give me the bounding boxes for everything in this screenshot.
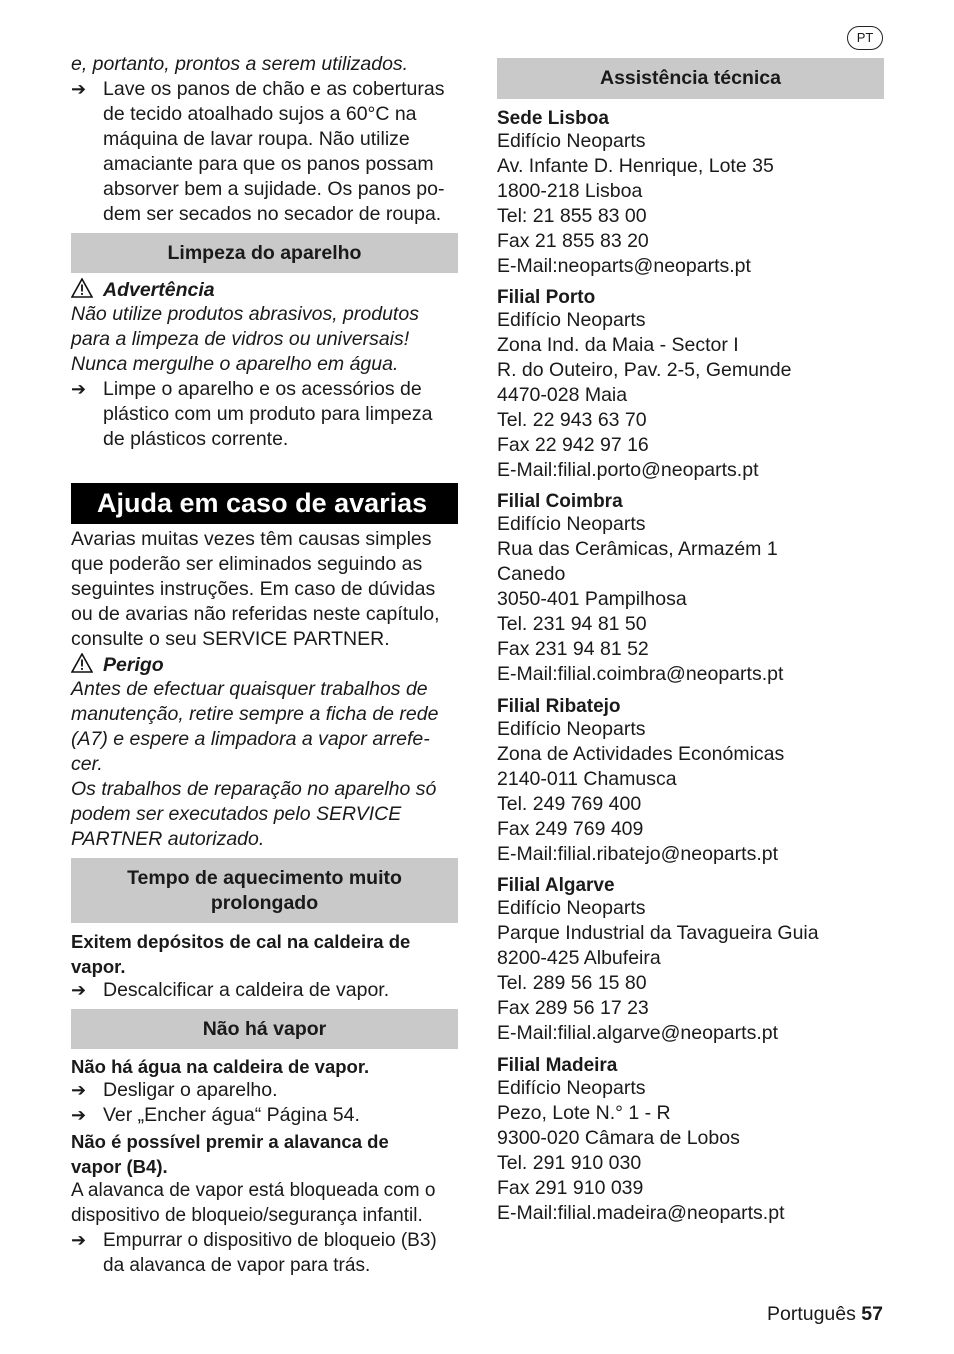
danger-title: Perigo <box>103 654 164 676</box>
heating-bullet <box>71 978 389 1003</box>
text-line: dem ser secados no secador de roupa. <box>103 203 442 225</box>
warning-label <box>71 278 215 303</box>
arrow-right-icon: ➔ <box>71 980 87 1000</box>
arrow-right-icon: ➔ <box>71 79 87 99</box>
heading-text: prolongado <box>210 891 319 914</box>
branch-porto <box>497 288 791 483</box>
text-line: 1800-218 Lisboa <box>497 180 643 202</box>
text-line: cer. <box>71 753 103 775</box>
text-line: 8200-425 Albufeira <box>497 947 661 969</box>
heading-text: Limpeza do aparelho <box>167 241 362 264</box>
page-footer <box>767 1302 883 1327</box>
text-line: 2140-011 Chamusca <box>497 768 677 790</box>
text-line: 3050-401 Pampilhosa <box>497 588 687 610</box>
text-line: 4470-028 Maia <box>497 384 628 406</box>
text-line: seguintes instruções. Em caso de dúvidas <box>71 578 436 600</box>
branch-madeira <box>497 1056 785 1226</box>
text-line: E-Mail:filial.madeira@neoparts.pt <box>497 1202 785 1224</box>
section-heading-cleaning <box>71 233 458 273</box>
warning-triangle-icon <box>71 278 103 303</box>
text-line: para a limpeza de vidros ou universais! <box>71 328 410 350</box>
text-line: dispositivo de bloqueio/segurança infantil. <box>71 1205 423 1226</box>
branch-ribatejo <box>497 697 784 867</box>
section-heading-service <box>497 58 884 99</box>
warning-text <box>71 302 419 377</box>
text-line: Tel: 21 855 83 00 <box>497 205 647 227</box>
branch-name: Filial Algarve <box>497 875 615 896</box>
text-line: Antes de efectuar quaisquer trabalhos de <box>71 678 428 700</box>
text-line: Zona Ind. da Maia - Sector I <box>497 334 739 356</box>
danger-label <box>71 653 164 678</box>
wash-bullet <box>71 77 444 227</box>
branch-name: Filial Madeira <box>497 1055 618 1076</box>
text-line: E-Mail:filial.ribatejo@neoparts.pt <box>497 843 778 865</box>
text-line: Canedo <box>497 563 566 585</box>
text-line: Pezo, Lote N.° 1 - R <box>497 1102 671 1124</box>
text-line: A alavanca de vapor está bloqueada com o <box>71 1180 436 1201</box>
text-line: Edifício Neoparts <box>497 130 646 152</box>
text-line: Descalcificar a caldeira de vapor. <box>103 979 390 1001</box>
text-line: máquina de lavar roupa. Não utilize <box>103 128 410 150</box>
text-line: Avarias muitas vezes têm causas simples <box>71 528 432 550</box>
text-line: consulte o seu SERVICE PARTNER. <box>71 628 390 650</box>
section-heading-no-steam <box>71 1009 458 1049</box>
text-line: Não utilize produtos abrasivos, produtos <box>71 303 419 325</box>
page-number: 57 <box>861 1303 883 1325</box>
text-line: E-Mail:filial.coimbra@neoparts.pt <box>497 663 784 685</box>
text-line: R. do Outeiro, Pav. 2-5, Gemunde <box>497 359 792 381</box>
text-line: Fax 249 769 409 <box>497 818 644 840</box>
text-line: plástico com um produto para limpeza <box>103 403 433 425</box>
text-line: Fax 291 910 039 <box>497 1177 644 1199</box>
text-line: Fax 289 56 17 23 <box>497 997 649 1019</box>
branch-coimbra <box>497 492 783 687</box>
section-heading-heating <box>71 858 458 923</box>
branch-name: Filial Porto <box>497 287 596 308</box>
text-line: PARTNER autorizado. <box>71 828 265 850</box>
chapter-heading-troubleshooting: Ajuda em caso de avarias <box>71 483 458 524</box>
text-line: de tecido atoalhado sujos a 60°C na <box>103 103 417 125</box>
text-line: Zona de Actividades Económicas <box>497 743 785 765</box>
arrow-right-icon: ➔ <box>71 1105 87 1125</box>
text-line: Fax 22 942 97 16 <box>497 434 649 456</box>
branch-lisboa <box>497 109 774 279</box>
text-line: Fax 231 94 81 52 <box>497 638 649 660</box>
text-line: de plásticos corrente. <box>103 428 289 450</box>
text-line: da alavanca de vapor para trás. <box>103 1255 371 1276</box>
text-line: Av. Infante D. Henrique, Lote 35 <box>497 155 774 177</box>
no-steam-cause-1: Não há água na caldeira de vapor. <box>71 1056 370 1077</box>
language-badge: PT <box>847 26 883 50</box>
text-line: amaciante para que os panos possam <box>103 153 434 175</box>
text-line: Os trabalhos de reparação no aparelho só <box>71 778 437 800</box>
no-steam-bullet-1 <box>71 1078 278 1103</box>
warning-triangle-icon <box>71 653 103 678</box>
branch-algarve <box>497 876 819 1046</box>
text-line: Parque Industrial da Tavagueira Guia <box>497 922 819 944</box>
heading-text: Tempo de aquecimento muito <box>127 866 402 889</box>
troubleshoot-intro <box>71 527 440 652</box>
text-line: Tel. 249 769 400 <box>497 793 642 815</box>
no-steam-bullet-2 <box>71 1103 360 1128</box>
text-line: vapor (B4). <box>71 1156 168 1177</box>
text-line: E-Mail:neoparts@neoparts.pt <box>497 255 751 277</box>
arrow-right-icon: ➔ <box>71 1230 87 1250</box>
warning-title: Advertência <box>103 279 215 301</box>
branch-name: Filial Ribatejo <box>497 696 621 717</box>
text-line: Desligar o aparelho. <box>103 1079 278 1101</box>
no-steam-text <box>71 1178 435 1228</box>
text-line: podem ser executados pelo SERVICE <box>71 803 402 825</box>
text-line: 9300-020 Câmara de Lobos <box>497 1127 740 1149</box>
text-line: (A7) e espere a limpadora a vapor arrefe- <box>71 728 430 750</box>
text-line: Tel. 291 910 030 <box>497 1152 642 1174</box>
text-line: Nunca mergulhe o aparelho em água. <box>71 353 399 375</box>
text-line: Não é possível premir a alavanca de <box>71 1131 389 1152</box>
text-line: Edifício Neoparts <box>497 309 646 331</box>
text-line: E-Mail:filial.porto@neoparts.pt <box>497 459 759 481</box>
text-line: Edifício Neoparts <box>497 1077 646 1099</box>
text-line: manutenção, retire sempre a ficha de rede <box>71 703 439 725</box>
text-line: que poderão ser eliminados seguindo as <box>71 553 423 575</box>
text-line: Limpe o aparelho e os acessórios de <box>103 378 422 400</box>
heating-cause <box>71 929 410 979</box>
text-line: absorver bem a sujidade. Os panos po- <box>103 178 445 200</box>
text-line: ou de avarias não referidas neste capítulo, <box>71 603 440 625</box>
text-line: Tel. 289 56 15 80 <box>497 972 647 994</box>
danger-text <box>71 677 438 852</box>
heading-text: Não há vapor <box>202 1017 327 1040</box>
arrow-right-icon: ➔ <box>71 1080 87 1100</box>
text-line: E-Mail:filial.algarve@neoparts.pt <box>497 1022 778 1044</box>
text-line: Tel. 22 943 63 70 <box>497 409 647 431</box>
text-line: Edifício Neoparts <box>497 897 646 919</box>
no-steam-cause-2 <box>71 1129 389 1179</box>
branch-name: Sede Lisboa <box>497 108 609 129</box>
intro-line: e, portanto, prontos a serem utilizados. <box>71 53 409 75</box>
heading-text: Assistência técnica <box>599 67 781 89</box>
text-line: Ver „Encher água“ Página 54. <box>103 1104 360 1126</box>
text-line: Lave os panos de chão e as coberturas <box>103 78 445 100</box>
no-steam-bullet-3 <box>71 1228 437 1278</box>
cleaning-bullet <box>71 377 433 452</box>
text-line: Exitem depósitos de cal na caldeira de <box>71 931 411 952</box>
text-line: vapor. <box>71 956 126 977</box>
text-line: Fax 21 855 83 20 <box>497 230 649 252</box>
text-line: Edifício Neoparts <box>497 718 646 740</box>
arrow-right-icon: ➔ <box>71 379 87 399</box>
text-line: Empurrar o dispositivo de bloqueio (B3) <box>103 1230 437 1251</box>
text-line: Rua das Cerâmicas, Armazém 1 <box>497 538 778 560</box>
text-line: Edifício Neoparts <box>497 513 646 535</box>
text-line: Tel. 231 94 81 50 <box>497 613 647 635</box>
footer-language: Português <box>766 1303 856 1325</box>
branch-name: Filial Coimbra <box>497 491 623 512</box>
